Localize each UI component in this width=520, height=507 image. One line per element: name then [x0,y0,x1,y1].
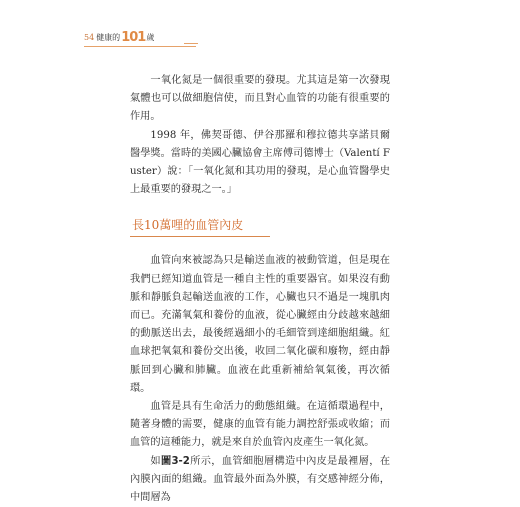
section-paragraph-2: 血管是具有生命活力的動態組織。在這循環過程中，隨著身體的需要，健康的血管有能力調控舒張或收縮；而血管的這種能力，就是來自於血管內皮產生一氧化氮。 [130,401,390,449]
header-rule [84,46,196,47]
section-paragraph-3 [130,453,390,507]
section-paragraph-1: 血管向來被認為只是輸送血液的被動管道，但是現在我們已經知道血管是一種自主性的重要器官。如果沒有動脈和靜脈負起輸送血液的工作，心臟也只不過是一塊肌肉而已。充滿氧氣和養份的血液，從心臟經由分歧越來越細的動脈送出去，最後經過細小的毛細管到達細胞組織。紅血球把氧氣和養份交出後，收回二氧化碳和廢物，經由靜脈回到心臟和肺臟。血液在此重新補給氧氣後，再次循環。 [130,255,390,394]
section-title: 長10萬哩的血管內皮 [132,218,244,233]
book-title-suffix: 歲 [146,32,155,42]
book-title-prefix: 健康的 [96,32,121,42]
page-body [130,72,390,507]
page-number: 54 [84,32,95,42]
section-heading [130,214,390,237]
book-title [96,30,154,45]
book-title-number: 101 [121,29,146,45]
section-rule [130,236,270,237]
figure-reference: 圖3-2 [160,455,190,467]
intro-paragraph-2: 1998 年，佛契哥德、伊谷那羅和穆拉德共享諾貝爾醫學獎。當時的美國心臟協會主席傅司德博士（Valentí Fuster）說：「一氧化氮和其功用的發現，是心血管醫學史上最重要的發現之一。」 [130,129,390,196]
para3-start: 如 [150,455,161,467]
header-rule-accent [184,43,198,44]
running-header [84,30,154,44]
para3-rest: 所示，血管細胞層構造中內皮是最裡層，在內膜內面的組織。血管最外面為外膜，有交感神經分佈，中間層為 [130,455,391,504]
intro-paragraph-1: 一氧化氮是一個很重要的發現。尤其這是第一次發現氣體也可以做細胞信使，而且對心血管的功能有很重要的作用。 [130,75,390,123]
